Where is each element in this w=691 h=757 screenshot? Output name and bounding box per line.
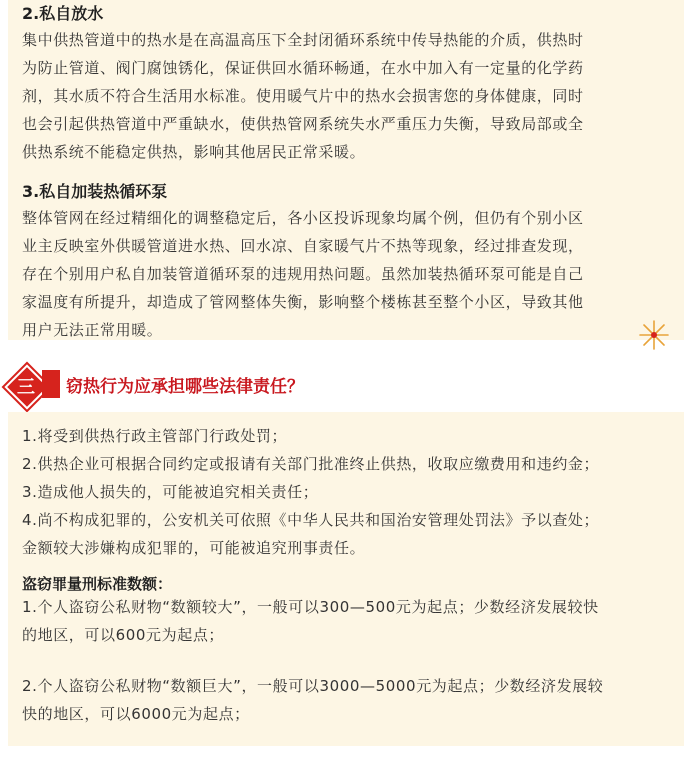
liability-item: 4.尚不构成犯罪的，公安机关可依照《中华人民共和国治安管理处罚法》予以查处； [22, 511, 600, 529]
section-number-badge [6, 366, 46, 406]
paragraph-line: 集中供热管道中的热水是在高温高压下全封闭循环系统中传导热能的介质，供热时 [22, 31, 584, 49]
paragraph-private-drain [22, 26, 674, 166]
section-banner [0, 360, 691, 410]
liability-item: 金额较大涉嫌构成犯罪的，可能被追究刑事责任。 [22, 539, 366, 557]
theft-standard-item-1 [22, 593, 674, 649]
section-title-circulation-pump: 3.私自加装热循环泵 [22, 182, 168, 201]
theft-standard-item-2 [22, 672, 674, 728]
firework-decoration-icon [637, 318, 671, 352]
liability-item: 2.供热企业可根据合同约定或报请有关部门批准终止供热，收取应缴费用和违约金； [22, 455, 600, 473]
paragraph-line: 家温度有所提升，却造成了管网整体失衡，影响整个楼栋甚至整个小区，导致其他 [22, 293, 584, 311]
paragraph-line: 为防止管道、阀门腐蚀锈化，保证供回水循环畅通，在水中加入有一定量的化学药 [22, 59, 584, 77]
paragraph-line: 也会引起供热管道中严重缺水，使供热管网系统失水严重压力失衡，导致局部或全 [22, 115, 584, 133]
paragraph-circulation-pump [22, 204, 674, 344]
paragraph-line: 剂，其水质不符合生活用水标准。使用暖气片中的热水会损害您的身体健康，同时 [22, 87, 584, 105]
paragraph-line: 业主反映室外供暖管道进水热、回水凉、自家暖气片不热等现象，经过排查发现， [22, 237, 584, 255]
banner-title: 窃热行为应承担哪些法律责任？ [66, 377, 304, 397]
paragraph-line: 快的地区，可以6000元为起点； [22, 705, 250, 723]
paragraph-line: 供热系统不能稳定供热，影响其他居民正常采暖。 [22, 143, 366, 161]
theft-standard-title: 盗窃罪量刑标准数额： [22, 575, 173, 593]
section-number: 三 [17, 377, 35, 398]
section-title-private-drain: 2.私自放水 [22, 4, 104, 23]
paragraph-line: 用户无法正常用暖。 [22, 321, 163, 339]
liability-item: 1.将受到供热行政主管部门行政处罚； [22, 427, 288, 445]
paragraph-line: 的地区，可以600元为起点； [22, 626, 225, 644]
paragraph-line: 2.个人盗窃公私财物“数额巨大”，一般可以3000—5000元为起点；少数经济发展较 [22, 677, 604, 695]
paragraph-line: 存在个别用户私自加装管道循环泵的违规用热问题。虽然加装热循环泵可能是自己 [22, 265, 584, 283]
liability-list [22, 422, 674, 562]
liability-item: 3.造成他人损失的，可能被追究相关责任； [22, 483, 319, 501]
paragraph-line: 1.个人盗窃公私财物“数额较大”，一般可以300—500元为起点；少数经济发展较快 [22, 598, 599, 616]
paragraph-line: 整体管网在经过精细化的调整稳定后，各小区投诉现象均属个例，但仍有个别小区 [22, 209, 584, 227]
banner-accent-bar [42, 370, 60, 398]
